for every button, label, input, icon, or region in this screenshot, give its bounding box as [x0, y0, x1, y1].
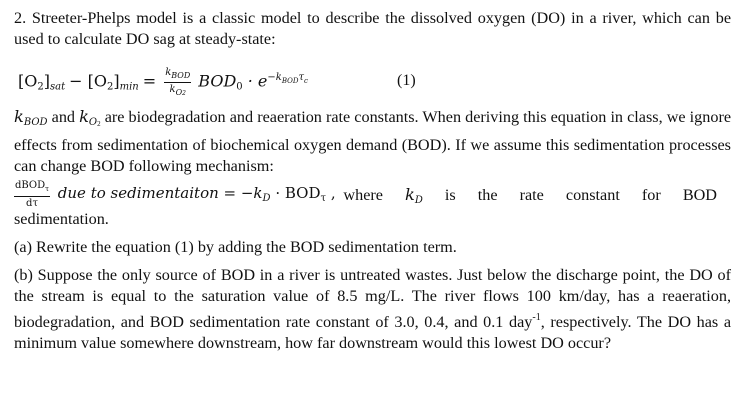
sedimentation-equation: [14, 179, 731, 209]
sedimentation-tail: sedimentation.: [14, 210, 109, 229]
paragraph-rate-constants: $k_{BOD}$ and $k_{O2}$ are biodegradation and reaeration rate constants. When deriving this equation in class, we ignore effects from sedimentation of biochemical oxygen demand (BOD). If we assume this sedimentation processes can change BOD following mechanism:: [14, 107, 732, 176]
equation-1: [14, 58, 731, 102]
sedimentation-definition: where $k_D$ is the rate constant for BOD: [343, 185, 717, 207]
equation-1-expression: $[O_2]_{sat} - [O_2]_{min}$ = $\frac{k_{BOD}}{k_{O2}}$ $BOD_0 \cdot e^{-k_{BOD}\tau_c}$: [18, 66, 308, 100]
part-b: (b) Suppose the only source of BOD in a river is untreated wastes. Just below the discharge point, the DO of the stream is equal to the saturation value of 8.5 mg/L. The river flows 100 km/day, has a reaeration, biodegradation, and BOD sedimentation rate constant of 3.0, 0.4, and 0.1 day$^{-1}$, respectively. The DO has a minimum value somewhere downstream, how far downstream would this lowest DO occur?: [14, 266, 731, 353]
sedimentation-fraction: $\frac{dBOD_\tau}{d\tau}$: [15, 180, 50, 210]
equation-1-fraction: $\frac{k_{BOD}}{k_{O2}}$: [165, 67, 191, 97]
question-intro: 2. Streeter-Phelps model is a classic model to describe the dissolved oxygen (DO) in a river, which can be used to calculate DO sag at steady-state:: [14, 9, 731, 48]
part-a: (a) Rewrite the equation (1) by adding the BOD sedimentation term.: [14, 238, 457, 257]
sedimentation-expression: $\frac{dBOD_\tau}{d\tau}$ due to sedimentaiton = $-k_D \cdot BOD_\tau$ ,: [15, 180, 336, 210]
equation-1-number: (1): [397, 72, 416, 89]
